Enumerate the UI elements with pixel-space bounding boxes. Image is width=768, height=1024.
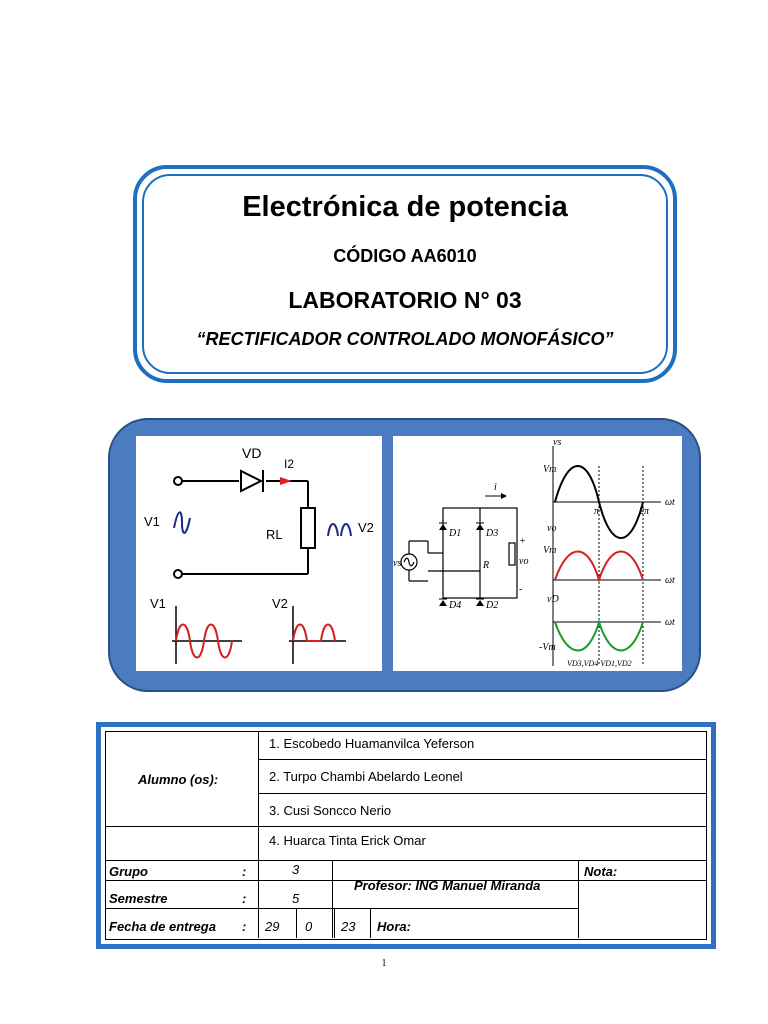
label-2pi: 2π — [639, 506, 650, 517]
semestre-label: Semestre — [109, 891, 168, 906]
page-number: 1 — [381, 958, 387, 969]
half-wave-circuit-diagram — [136, 436, 382, 671]
student-table — [105, 731, 707, 940]
half-wave-figure — [136, 436, 382, 671]
semestre-colon: : — [242, 891, 247, 906]
label-wt2: ωt — [665, 575, 675, 586]
student-4: 4. Huarca Tinta Erick Omar — [269, 833, 426, 848]
grupo-value: 3 — [292, 862, 300, 877]
student-2: 2. Turpo Chambi Abelardo Leonel — [269, 769, 463, 784]
label-vd: VD — [242, 445, 262, 461]
lab-number: LABORATORIO N° 03 — [288, 287, 522, 313]
grupo-label: Grupo — [109, 864, 148, 879]
label-d4: D4 — [449, 600, 462, 611]
label-vs-top: vs — [553, 437, 562, 448]
sine-source-icon — [174, 512, 190, 533]
half-wave-output-icon — [328, 524, 351, 536]
label-r: R — [483, 560, 490, 571]
fecha-colon: : — [242, 919, 247, 934]
nota-label: Nota: — [584, 864, 618, 879]
label-wt1: ωt — [665, 497, 675, 508]
label-minus: - — [519, 584, 523, 595]
student-1: 1. Escobedo Huamanvilca Yeferson — [269, 736, 475, 751]
label-vm: Vm — [543, 464, 557, 475]
label-bottom-vd: VD3,VD4 VD1,VD2 — [567, 659, 632, 668]
semestre-value: 5 — [292, 891, 300, 906]
bridge-figure — [393, 436, 682, 671]
label-i: i — [494, 482, 497, 493]
lab-subtitle: “RECTIFICADOR CONTROLADO MONOFÁSICO” — [196, 329, 614, 349]
alumno-label: Alumno (os): — [138, 772, 219, 787]
label-vm2: Vm — [543, 545, 557, 556]
hora-label: Hora: — [377, 919, 411, 934]
label-v2: V2 — [358, 520, 374, 535]
label-d1: D1 — [449, 528, 462, 539]
label-rl: RL — [266, 527, 283, 542]
profesor-label: Profesor: ING Manuel Miranda — [354, 878, 541, 893]
label-v2-graph: V2 — [272, 596, 288, 611]
label-d2: D2 — [486, 600, 499, 611]
label-i2: I2 — [284, 457, 295, 471]
student-table-frame — [96, 722, 716, 949]
fecha-day: 29 — [265, 919, 280, 934]
course-title: Electrónica de potencia — [242, 191, 568, 223]
label-v1-graph: V1 — [150, 596, 166, 611]
label-neg-vm: -Vm — [539, 642, 556, 653]
label-d3: D3 — [486, 528, 499, 539]
label-vo-circuit: vo — [519, 556, 529, 567]
label-vo: vo — [547, 523, 557, 534]
student-3: 3. Cusi Soncco Nerio — [269, 803, 392, 818]
fecha-month: 0 — [305, 919, 313, 934]
current-arrow-icon — [280, 477, 292, 485]
label-vd: vD — [547, 594, 559, 605]
label-plus: + — [519, 536, 526, 547]
bridge-rectifier-diagram — [393, 436, 682, 671]
title-frame — [133, 165, 677, 383]
fecha-year: 23 — [341, 919, 356, 934]
course-code: CÓDIGO AA6010 — [333, 246, 477, 266]
fecha-label: Fecha de entrega — [109, 919, 216, 934]
label-v1: V1 — [144, 514, 160, 529]
label-vs-source: vs — [393, 558, 402, 569]
label-pi: π — [594, 506, 600, 517]
grupo-colon: : — [242, 864, 247, 879]
label-wt3: ωt — [665, 617, 675, 628]
